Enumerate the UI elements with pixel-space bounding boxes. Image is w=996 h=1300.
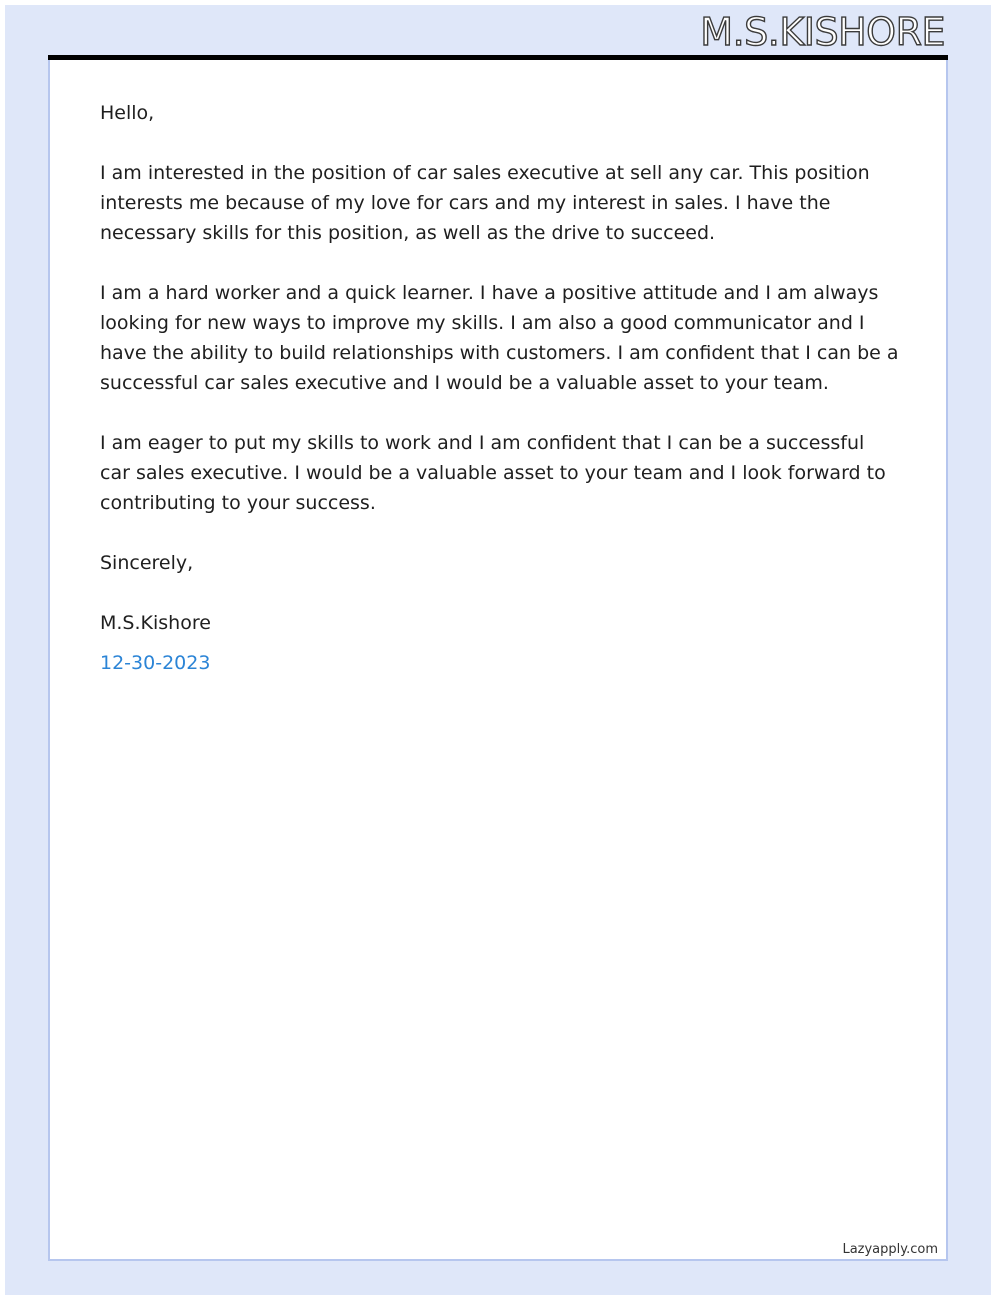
- footer-watermark: Lazyapply.com: [842, 1242, 938, 1257]
- letter-paragraph-3: I am eager to put my skills to work and I am confident that I can be a successful car sales executive. I would be a valuable asset to your team and I look forward to contributing to your success.: [100, 432, 886, 514]
- header-name: M.S.KISHORE: [700, 10, 945, 54]
- letter-greeting: Hello,: [100, 102, 155, 124]
- letter-signer: M.S.Kishore: [100, 612, 211, 634]
- letter-page: [48, 60, 948, 1261]
- letter-body: [100, 98, 900, 678]
- letter-paragraph-2: I am a hard worker and a quick learner. I have a positive attitude and I am always looking for new ways to improve my skills. I am also a good communicator and I have the ability to build relationships with customers. I am confident that I can be a successful car sales executive and I would be a valuable asset to your team.: [100, 282, 899, 394]
- letter-paragraph-1: I am interested in the position of car sales executive at sell any car. This position interests me because of my love for cars and my interest in sales. I have the necessary skills for this position, as well as the drive to succeed.: [100, 162, 870, 244]
- letter-date: 12-30-2023: [100, 652, 211, 674]
- letter-closing: Sincerely,: [100, 552, 194, 574]
